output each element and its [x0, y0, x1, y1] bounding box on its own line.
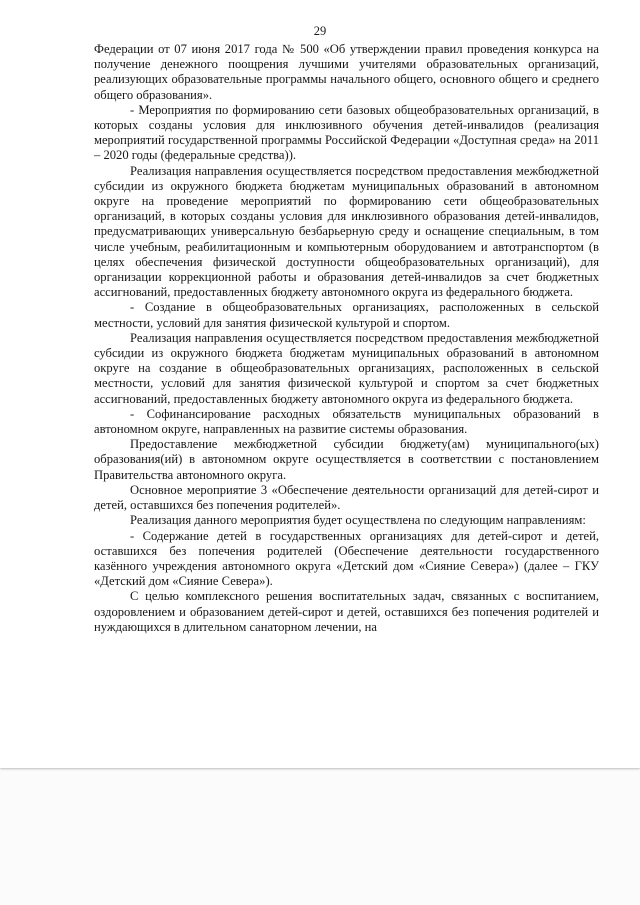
document-body [94, 42, 599, 635]
paragraph: Предоставление межбюджетной субсидии бюджету(ам) муниципального(ых) образования(ий) в автономном округе осуществляется в соответствии с постановлением Правительства автономного округа. [94, 437, 599, 482]
paragraph: Реализация направления осуществляется посредством предоставления межбюджетной субсидии из окружного бюджета бюджетам муниципальных образований в автономном округе на проведение мероприятий по формированию сети общеобразовательных организаций, в которых созданы условия для инклюзивного образования детей-инвалидов, предусматривающих универсальную безбарьерную среду и оснащение специальным, в том числе учебным, реабилитационным и компьютерным оборудованием и автотранспортом (в целях обеспечения физической доступности общеобразовательных организаций), для организации коррекционной работы и образования детей-инвалидов за счет бюджетных ассигнований, предоставленных бюджету автономного округа из федерального бюджета. [94, 163, 599, 300]
paragraph: Реализация направления осуществляется посредством предоставления межбюджетной субсидии из окружного бюджета бюджетам муниципальных образований в автономном округе на создание в общеобразовательных организациях, расположенных в сельской местности, условий для занятия физической культурой и спортом за счет бюджетных ассигнований, предоставленных бюджету автономного округа из федерального бюджета. [94, 330, 599, 406]
paragraph: - Содержание детей в государственных организациях для детей-сирот и детей, оставшихся без попечения родителей (Обеспечение деятельности государственного казённого учреждения автономного округа «Детский дом «Сияние Севера») (далее – ГКУ «Детский дом «Сияние Севера»). [94, 528, 599, 589]
paragraph: Федерации от 07 июня 2017 года № 500 «Об утверждении правил проведения конкурса на получение денежного поощрения лучшими учителями образовательных организаций, реализующих образовательные программы начального общего, основного общего и среднего общего образования». [94, 42, 599, 102]
paragraph: С целью комплексного решения воспитательных задач, связанных с воспитанием, оздоровлением и образованием детей-сирот и детей, оставшихся без попечения родителей и нуждающихся в длительном санаторном лечении, на [94, 589, 599, 634]
paragraph: - Создание в общеобразовательных организациях, расположенных в сельской местности, условий для занятия физической культурой и спортом. [94, 300, 599, 330]
paragraph: Основное мероприятие 3 «Обеспечение деятельности организаций для детей-сирот и детей, оставшихся без попечения родителей». [94, 482, 599, 513]
paragraph: Реализация данного мероприятия будет осуществлена по следующим направлениям: [130, 513, 586, 528]
paragraph: - Мероприятия по формированию сети базовых общеобразовательных организаций, в которых созданы условия для инклюзивного обучения детей-инвалидов (реализация мероприятий государственной программы Российской Федерации «Доступная среда» на 2011 – 2020 годы (федеральные средства)). [94, 102, 599, 163]
page-number: 29 [313, 24, 327, 38]
paragraph: - Софинансирование расходных обязательств муниципальных образований в автономном округе, направленных на развитие системы образования. [94, 406, 599, 437]
